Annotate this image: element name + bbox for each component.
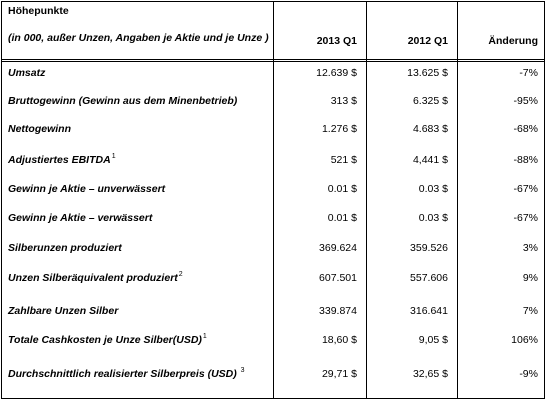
value-2012: 13.625 $: [407, 67, 448, 79]
value-change: 9%: [522, 272, 538, 284]
value-2012: 316.641: [410, 305, 448, 317]
row-label: Silberunzen produziert: [8, 242, 122, 254]
value-2013: 521 $: [330, 154, 357, 166]
value-2012: 4,441 $: [412, 154, 448, 166]
row-label: Bruttogewinn (Gewinn aus dem Minenbetrieb): [8, 95, 238, 107]
value-2013: 369.624: [319, 242, 357, 254]
value-2013: 1.276 $: [321, 123, 357, 135]
footnote-marker: 1: [111, 153, 116, 160]
value-2012: 359.526: [410, 242, 448, 254]
table-subtitle: (in 000, außer Unzen, Angaben je Aktie und je Unze ): [8, 32, 269, 44]
value-2013: 0.01 $: [327, 183, 357, 195]
footnote-marker: 3: [240, 367, 245, 374]
value-2013: 0.01 $: [327, 212, 357, 224]
header-divider: [2, 59, 544, 60]
value-2013: 339.874: [319, 305, 357, 317]
table-title: Höhepunkte: [8, 5, 69, 17]
column-header-2012: 2012 Q1: [407, 35, 448, 47]
value-change: -95%: [513, 95, 538, 107]
value-2013: 12.639 $: [316, 67, 357, 79]
row-label: Umsatz: [8, 67, 46, 79]
footnote-marker: 2: [178, 271, 183, 278]
value-2013: 607.501: [319, 272, 357, 284]
value-change: -67%: [513, 212, 538, 224]
header-divider: [2, 61, 544, 62]
value-2012: 6.325 $: [412, 95, 448, 107]
value-2012: 9,05 $: [418, 334, 448, 346]
value-2012: 557.606: [410, 272, 448, 284]
value-2013: 313 $: [330, 95, 357, 107]
value-change: -68%: [513, 123, 538, 135]
column-header-change: Änderung: [488, 35, 538, 47]
row-label: Totale Cashkosten je Unze Silber(USD)$^1$: [8, 333, 207, 346]
value-2013: 29,71 $: [321, 368, 357, 380]
row-label: Gewinn je Aktie – unverwässert: [8, 183, 166, 195]
row-label: Zahlbare Unzen Silber: [8, 305, 119, 317]
row-label: Gewinn je Aktie – verwässert: [8, 212, 153, 224]
value-2012: 32,65 $: [412, 368, 448, 380]
value-2012: 0.03 $: [418, 183, 448, 195]
value-change: -9%: [519, 368, 538, 380]
value-change: 3%: [522, 242, 538, 254]
value-change: 106%: [511, 334, 538, 346]
value-change: 7%: [522, 305, 538, 317]
value-2012: 4.683 $: [412, 123, 448, 135]
value-2013: 18,60 $: [321, 334, 357, 346]
column-header-2013: 2013 Q1: [316, 35, 357, 47]
row-label: Nettogewinn: [8, 123, 71, 135]
value-change: -88%: [513, 154, 538, 166]
value-change: -7%: [519, 67, 538, 79]
value-change: -67%: [513, 183, 538, 195]
footnote-marker: 1: [202, 333, 207, 340]
row-label: Unzen Silberäquivalent produziert$^2$: [8, 271, 183, 284]
value-2012: 0.03 $: [418, 212, 448, 224]
row-label: Durchschnittlich realisierter Silberpreis (USD) $^3$: [8, 367, 245, 380]
row-label: Adjustiertes EBITDA$^1$: [8, 153, 116, 166]
